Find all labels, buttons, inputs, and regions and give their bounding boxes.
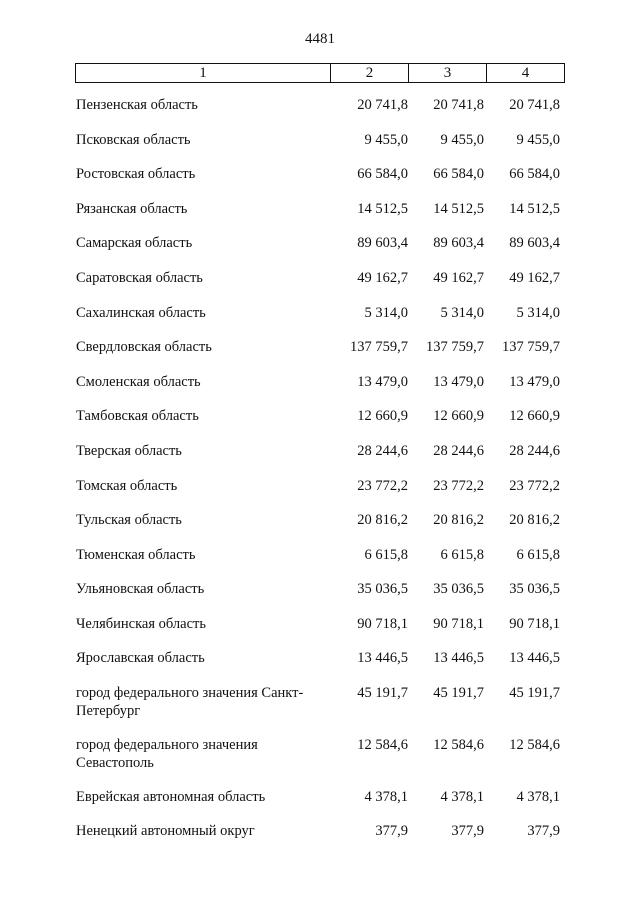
region-name: Пензенская область — [76, 97, 198, 113]
column-header-2: 2 — [331, 64, 409, 83]
column-header-1: 1 — [76, 64, 331, 83]
value-col-3: 45 191,7 — [433, 685, 484, 701]
value-col-2: 35 036,5 — [357, 581, 408, 597]
value-col-3: 66 584,0 — [433, 166, 484, 182]
region-name: Тамбовская область — [76, 408, 199, 424]
region-name: Рязанская область — [76, 201, 188, 217]
region-name: Ульяновская область — [76, 581, 205, 597]
region-name: Челябинская область — [76, 616, 206, 632]
region-name: Тульская область — [76, 512, 182, 528]
value-col-3: 6 615,8 — [440, 547, 484, 563]
value-col-2: 137 759,7 — [350, 339, 408, 355]
value-col-3: 12 660,9 — [433, 408, 484, 424]
value-col-3: 28 244,6 — [433, 443, 484, 459]
value-col-3: 49 162,7 — [433, 270, 484, 286]
value-col-2: 9 455,0 — [364, 132, 408, 148]
value-col-2: 13 446,5 — [357, 650, 408, 666]
region-name: Тюменская область — [76, 547, 196, 563]
region-name: Смоленская область — [76, 374, 201, 390]
region-name: Саратовская область — [76, 270, 203, 286]
value-col-4: 12 584,6 — [509, 737, 560, 753]
value-col-3: 13 446,5 — [433, 650, 484, 666]
region-name: город федерального значения Севастополь — [76, 737, 258, 771]
value-col-2: 28 244,6 — [357, 443, 408, 459]
value-col-4: 137 759,7 — [502, 339, 560, 355]
region-name: Свердловская область — [76, 339, 212, 355]
value-col-2: 377,9 — [375, 823, 408, 839]
value-col-2: 4 378,1 — [364, 789, 408, 805]
value-col-2: 89 603,4 — [357, 235, 408, 251]
value-col-2: 13 479,0 — [357, 374, 408, 390]
page-number: 4481 — [305, 31, 335, 47]
value-col-2: 20 816,2 — [357, 512, 408, 528]
value-col-4: 9 455,0 — [516, 132, 560, 148]
value-col-4: 5 314,0 — [516, 305, 560, 321]
value-col-4: 12 660,9 — [509, 408, 560, 424]
value-col-3: 23 772,2 — [433, 478, 484, 494]
value-col-2: 12 584,6 — [357, 737, 408, 753]
value-col-4: 28 244,6 — [509, 443, 560, 459]
region-name: Псковская область — [76, 132, 191, 148]
region-name: Ненецкий автономный округ — [76, 823, 255, 839]
value-col-2: 23 772,2 — [357, 478, 408, 494]
value-col-2: 49 162,7 — [357, 270, 408, 286]
value-col-4: 66 584,0 — [509, 166, 560, 182]
value-col-2: 66 584,0 — [357, 166, 408, 182]
region-name: Томская область — [76, 478, 178, 494]
region-name: Ростовская область — [76, 166, 196, 182]
value-col-4: 20 741,8 — [509, 97, 560, 113]
value-col-2: 45 191,7 — [357, 685, 408, 701]
value-col-2: 12 660,9 — [357, 408, 408, 424]
value-col-3: 5 314,0 — [440, 305, 484, 321]
value-col-3: 12 584,6 — [433, 737, 484, 753]
value-col-3: 377,9 — [451, 823, 484, 839]
value-col-3: 35 036,5 — [433, 581, 484, 597]
region-name: Тверская область — [76, 443, 182, 459]
region-name: Самарская область — [76, 235, 193, 251]
value-col-4: 13 446,5 — [509, 650, 560, 666]
value-col-3: 20 816,2 — [433, 512, 484, 528]
column-header-4: 4 — [487, 64, 565, 83]
value-col-3: 4 378,1 — [440, 789, 484, 805]
value-col-4: 13 479,0 — [509, 374, 560, 390]
value-col-2: 5 314,0 — [364, 305, 408, 321]
value-col-3: 89 603,4 — [433, 235, 484, 251]
region-name: Еврейская автономная область — [76, 789, 266, 805]
value-col-3: 90 718,1 — [433, 616, 484, 632]
value-col-3: 137 759,7 — [426, 339, 484, 355]
value-col-2: 90 718,1 — [357, 616, 408, 632]
value-col-4: 90 718,1 — [509, 616, 560, 632]
value-col-4: 89 603,4 — [509, 235, 560, 251]
value-col-4: 49 162,7 — [509, 270, 560, 286]
column-header-3: 3 — [409, 64, 487, 83]
value-col-4: 377,9 — [527, 823, 560, 839]
value-col-3: 20 741,8 — [433, 97, 484, 113]
value-col-4: 20 816,2 — [509, 512, 560, 528]
value-col-4: 14 512,5 — [509, 201, 560, 217]
region-name: Ярославская область — [76, 650, 205, 666]
value-col-4: 35 036,5 — [509, 581, 560, 597]
value-col-2: 6 615,8 — [364, 547, 408, 563]
region-name: город федерального значения Санкт-Петербург — [76, 685, 304, 719]
value-col-2: 20 741,8 — [357, 97, 408, 113]
value-col-4: 4 378,1 — [516, 789, 560, 805]
region-name: Сахалинская область — [76, 305, 206, 321]
value-col-2: 14 512,5 — [357, 201, 408, 217]
value-col-4: 6 615,8 — [516, 547, 560, 563]
value-col-3: 13 479,0 — [433, 374, 484, 390]
value-col-3: 9 455,0 — [440, 132, 484, 148]
value-col-4: 45 191,7 — [509, 685, 560, 701]
value-col-3: 14 512,5 — [433, 201, 484, 217]
value-col-4: 23 772,2 — [509, 478, 560, 494]
